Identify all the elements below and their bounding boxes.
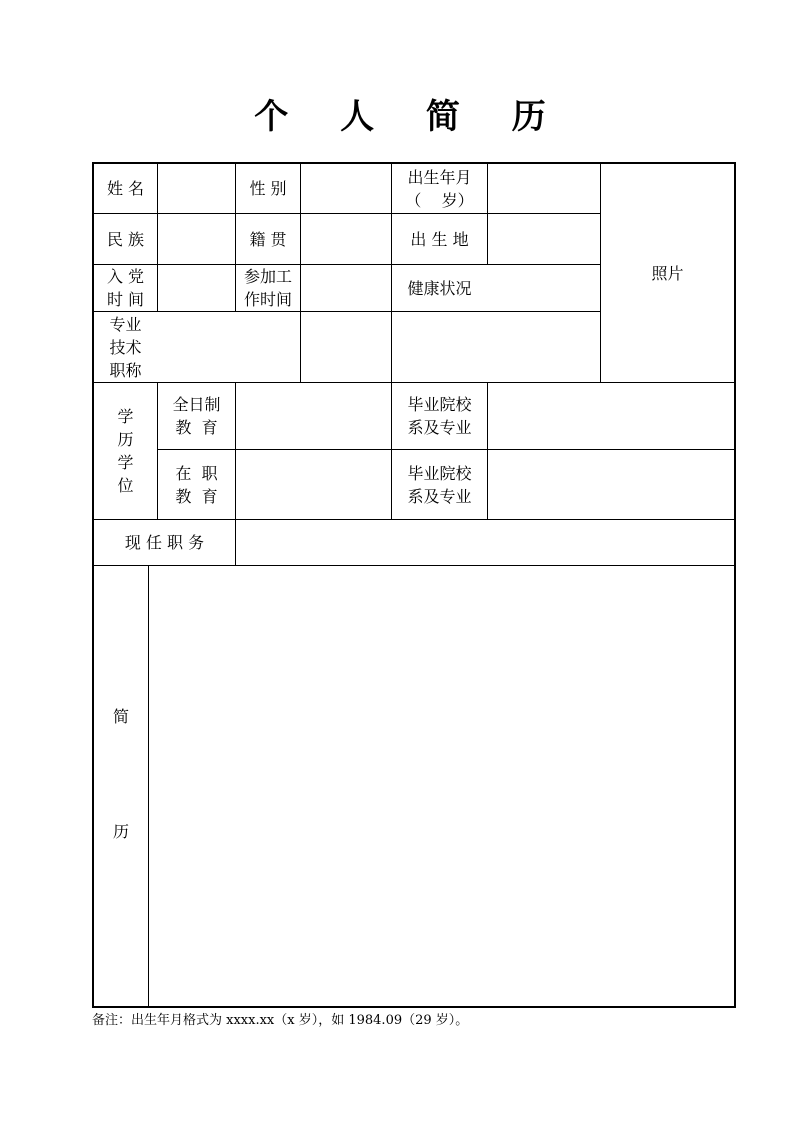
ethnicity-field[interactable] [158, 214, 235, 264]
label-inservice-school: 毕业院校 系及专业 [407, 463, 472, 506]
health-field[interactable] [488, 265, 600, 311]
label-education: 学 历 学 位 [117, 407, 134, 495]
inservice-education-field[interactable] [236, 450, 391, 519]
professional-title-field[interactable] [158, 312, 300, 382]
work-time-field[interactable] [301, 265, 391, 311]
label-current-position: 现 任 职 务 [124, 533, 205, 552]
label-fulltime-school: 毕业院校 系及专业 [407, 395, 472, 437]
label-birth: 出生年月 （ 岁） [405, 167, 474, 210]
label-fulltime-education: 全日制 教 育 [172, 395, 221, 437]
gender-field[interactable] [301, 164, 391, 213]
label-native-place: 籍 贯 [249, 229, 287, 249]
native-place-field[interactable] [301, 214, 391, 264]
label-professional-title: 专业 技术 职称 [109, 314, 142, 380]
inservice-school-field[interactable] [488, 450, 734, 519]
label-work-time: 参加工 作时间 [243, 267, 292, 309]
name-field[interactable] [158, 164, 235, 213]
label-health: 健康状况 [407, 278, 472, 298]
label-party-time: 入 党 时 间 [106, 267, 145, 309]
label-name: 姓 名 [106, 179, 145, 198]
footnote: 备注：出生年月格式为 xxxx.xx（x 岁），如 1984.09（29 岁）。 [92, 1013, 469, 1028]
party-time-field[interactable] [158, 265, 235, 311]
fulltime-education-field[interactable] [236, 383, 391, 449]
photo-box[interactable] [601, 164, 734, 382]
resume-field[interactable] [149, 566, 734, 1006]
label-resume-2: 历 [112, 821, 129, 841]
current-position-field[interactable] [236, 520, 734, 565]
label-gender: 性 别 [249, 179, 287, 198]
page-title: 个 人 简 历 [254, 97, 566, 137]
professional-title-extra-field[interactable] [301, 312, 391, 382]
label-birthplace: 出 生 地 [410, 229, 469, 249]
label-photo: 照片 [651, 263, 684, 283]
label-ethnicity: 民 族 [106, 229, 145, 249]
label-inservice-education: 在 职 教 育 [175, 463, 218, 506]
birth-field[interactable] [488, 164, 600, 213]
fulltime-school-field[interactable] [488, 383, 734, 449]
professional-title-detail-field[interactable] [392, 312, 600, 382]
label-resume-1: 简 [112, 706, 129, 726]
birthplace-field[interactable] [488, 214, 600, 264]
resume-form-table [92, 162, 736, 1008]
